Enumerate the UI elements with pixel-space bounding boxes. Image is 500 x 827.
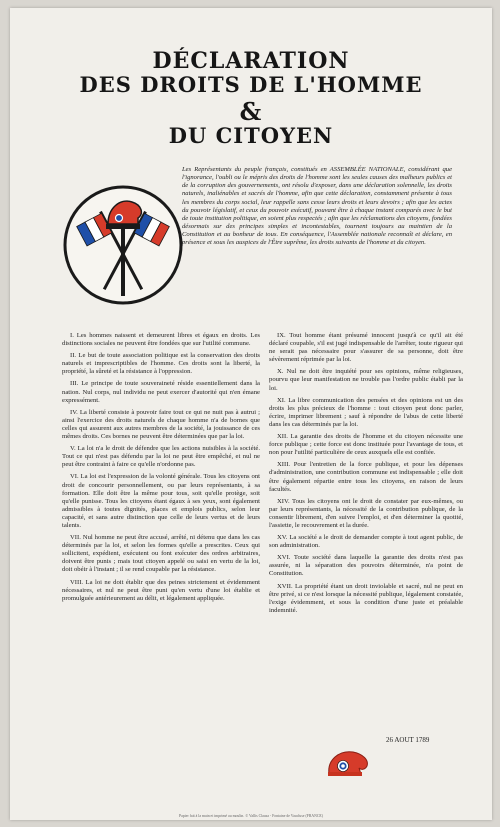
articles-right-column bbox=[269, 332, 463, 619]
article-17: XVII. La propriété étant un droit inviolable et sacré, nul ne peut en être privé, si ce n'est lorsque la nécessité publique, légalement constatée, l'exige évidemment, et sous la condition d'une juste et préalable indemnité. bbox=[269, 582, 463, 614]
phrygian-cap-icon bbox=[325, 748, 373, 778]
date-label: 26 AOUT 1789 bbox=[386, 736, 430, 744]
title-line-2: DES DROITS DE L'HOMME bbox=[79, 72, 423, 97]
title-line-4: DU CITOYEN bbox=[168, 123, 334, 148]
article-15: XV. La société a le droit de demander compte à tout agent public, de son administration. bbox=[269, 534, 463, 550]
title-ampersand: & bbox=[239, 97, 263, 126]
article-5: V. La loi n'a le droit de défendre que les actions nuisibles à la société. Tout ce qui n'est pas défendu par la loi ne peut être empêché, et nul ne peut être contraint à faire ce qu'elle n'ordonne pas. bbox=[62, 445, 260, 469]
article-12: XII. La garantie des droits de l'homme et du citoyen nécessite une force publique ; cette force est donc instituée pour l'avantage de tous, et non pour l'utilité particulière de ceux auxquels elle est confiée. bbox=[269, 433, 463, 457]
article-14: XIV. Tous les citoyens ont le droit de constater par eux-mêmes, ou par leurs représentants, la nécessité de la contribution publique, de la consentir librement, d'en suivre l'emploi, et d'en déterminer la quotité, l'assiette, le recouvrement et la durée. bbox=[269, 497, 463, 529]
article-1: I. Les hommes naissent et demeurent libres et égaux en droits. Les distinctions sociales ne peuvent être fondées que sur l'utilité commune. bbox=[62, 332, 260, 348]
article-2: II. Le but de toute association politique est la conservation des droits naturels et imprescriptibles de l'homme. Ces droits sont la liberté, la propriété, la sûreté et la résistance à l'oppression. bbox=[62, 352, 260, 376]
article-16: XVI. Toute société dans laquelle la garantie des droits n'est pas assurée, ni la séparation des pouvoirs déterminée, n'a point de Constitution. bbox=[269, 554, 463, 578]
article-4: IV. La liberté consiste à pouvoir faire tout ce qui ne nuit pas à autrui ; ainsi l'exercice des droits naturels de chaque homme n'a de bornes que celles qui assurent aux autres membres de la société, la jouissance de ces mêmes droits. Ces bornes ne peuvent être déterminées que par la loi. bbox=[62, 408, 260, 441]
article-11: XI. La libre communication des pensées et des opinions est un des droits les plus précieux de l'homme : tout citoyen peut donc parler, écrire, imprimer librement ; sauf à répondre de l'abus de cette liberté dans les cas déterminés par la loi. bbox=[269, 396, 463, 428]
preamble-text: Les Représentants du peuple français, constitués en ASSEMBLÉE NATIONALE, considérant que l'ignorance, l'oubli ou le mépris des droits de l'homme sont les seules causes des malheurs publics et de la corruption des gouvernements, ont résolu d'exposer, dans une déclaration solennelle, les droits naturels, inaliénables et sacrés de l'homme, afin que cette déclaration, constamment présente à tous les membres du corps social, leur rappelle sans cesse leurs droits et leurs devoirs ; afin que les actes du pouvoir législatif, et ceux du pouvoir exécutif, pouvant être à chaque instant comparés avec le but de toute institution politique, en soient plus respectés ; afin que les réclamations des citoyens, fondées désormais sur des principes simples et incontestables, tournent toujours au maintien de la Constitution et au bonheur de tous. En conséquence, l'Assemblée nationale reconnaît et déclare, en présence et sous les auspices de l'Être suprême, les droits suivants de l'homme et du citoyen. bbox=[182, 166, 452, 247]
articles-left-column bbox=[62, 332, 260, 607]
article-8: VIII. La loi ne doit établir que des peines strictement et évidemment nécessaires, et nul ne peut être puni qu'en vertu d'une loi établie et promulguée antérieurement au délit, et légalement appliquée. bbox=[62, 578, 260, 602]
printer-footer: Papier fait à la main et imprimé au moulin. © Vallis Clausa - Fontaine de Vaucluse (FRANCE) bbox=[179, 814, 323, 818]
article-3: III. Le principe de toute souveraineté réside essentiellement dans la nation. Nul corps, nul individu ne peut exercer d'autorité qui n'en émane expressément. bbox=[62, 380, 260, 404]
poster-sheet bbox=[10, 8, 492, 820]
article-10: X. Nul ne doit être inquiété pour ses opinions, même religieuses, pourvu que leur manifestation ne trouble pas l'ordre public établi par la loi. bbox=[269, 368, 463, 392]
phrygian-cap-flags-icon bbox=[62, 184, 184, 306]
article-6: VI. La loi est l'expression de la volonté générale. Tous les citoyens ont droit de concourir personnellement, ou par leurs représentants, à sa formation. Elle doit être la même pour tous, soit qu'elle protège, soit qu'elle punisse. Tous les citoyens étant égaux à ses yeux, sont également admissibles à toutes dignités, places et emplois publics, selon leur capacité, et sans autre distinction que celle de leurs vertus et de leurs talents. bbox=[62, 473, 260, 529]
title-line-1: DÉCLARATION bbox=[152, 48, 350, 74]
article-7: VII. Nul homme ne peut être accusé, arrêté, ni détenu que dans les cas déterminés par la loi, et selon les formes qu'elle a prescrites. Ceux qui sollicitent, expédient, exécutent ou font exécuter des ordres arbitraires, doivent être punis ; mais tout citoyen appelé ou saisi en vertu de la loi, doit obéir à l'instant ; il se rend coupable par la résistance. bbox=[62, 534, 260, 574]
article-9: IX. Tout homme étant présumé innocent jusqu'à ce qu'il ait été déclaré coupable, s'il est jugé indispensable de l'arrêter, toute rigueur qui ne serait pas nécessaire pour s'assurer de sa personne, doit être sévèrement réprimée par la loi. bbox=[269, 332, 463, 364]
article-13: XIII. Pour l'entretien de la force publique, et pour les dépenses d'administration, une contribution commune est indispensable ; elle doit être également répartie entre tous les citoyens, en raison de leurs facultés. bbox=[269, 461, 463, 493]
